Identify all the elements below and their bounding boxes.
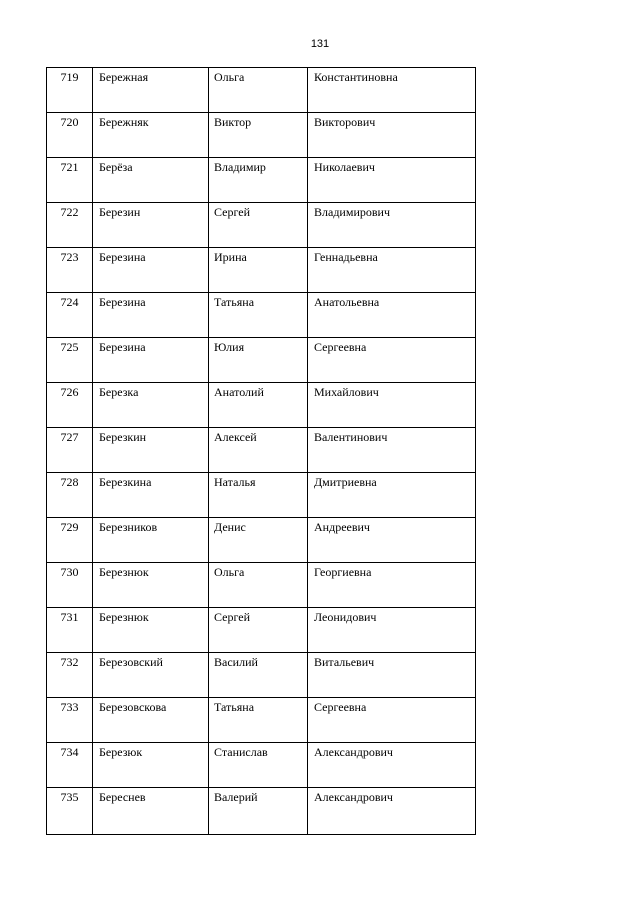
patronymic: Михайлович: [314, 385, 379, 399]
row-number: 722: [60, 205, 79, 219]
row-number: 725: [60, 340, 79, 354]
last-name-cell: [93, 428, 209, 473]
table-row: [47, 248, 476, 293]
table-row: [47, 563, 476, 608]
patronymic: Георгиевна: [314, 565, 372, 579]
last-name: Береснев: [99, 790, 146, 804]
row-number: 731: [60, 610, 79, 624]
patronymic: Сергеевна: [314, 340, 367, 354]
patronymic-cell: [308, 518, 476, 563]
first-name: Ольга: [214, 70, 245, 84]
first-name-cell: [209, 743, 308, 788]
last-name: Березкина: [99, 475, 152, 489]
first-name: Виктор: [214, 115, 252, 129]
patronymic: Валентинович: [314, 430, 388, 444]
page-number: 131: [310, 38, 330, 50]
table-row: [47, 383, 476, 428]
row-number: 728: [60, 475, 79, 489]
names-table-body: [47, 68, 476, 835]
patronymic: Витальевич: [314, 655, 375, 669]
last-name-cell: [93, 158, 209, 203]
first-name: Татьяна: [214, 295, 255, 309]
last-name: Бережная: [99, 70, 149, 84]
row-number-cell: [47, 68, 93, 113]
last-name: Березнюк: [99, 565, 149, 579]
last-name: Березка: [99, 385, 139, 399]
last-name: Березников: [99, 520, 158, 534]
last-name: Бережняк: [99, 115, 149, 129]
patronymic-cell: [308, 338, 476, 383]
last-name: Березовскова: [99, 700, 167, 714]
first-name-cell: [209, 608, 308, 653]
first-name-cell: [209, 653, 308, 698]
patronymic-cell: [308, 698, 476, 743]
first-name: Василий: [214, 655, 258, 669]
row-number: 729: [60, 520, 79, 534]
table-row: [47, 113, 476, 158]
row-number: 732: [60, 655, 79, 669]
table-row: [47, 788, 476, 835]
first-name-cell: [209, 68, 308, 113]
table-row: [47, 698, 476, 743]
first-name: Сергей: [214, 205, 250, 219]
last-name-cell: [93, 653, 209, 698]
first-name: Валерий: [214, 790, 258, 804]
table-row: [47, 338, 476, 383]
table-row: [47, 203, 476, 248]
row-number-cell: [47, 383, 93, 428]
patronymic-cell: [308, 68, 476, 113]
first-name-cell: [209, 563, 308, 608]
patronymic: Андреевич: [314, 520, 370, 534]
patronymic-cell: [308, 203, 476, 248]
last-name: Березюк: [99, 745, 143, 759]
patronymic: Геннадьевна: [314, 250, 378, 264]
first-name-cell: [209, 383, 308, 428]
patronymic: Константиновна: [314, 70, 398, 84]
patronymic-cell: [308, 383, 476, 428]
patronymic: Дмитриевна: [314, 475, 377, 489]
row-number-cell: [47, 563, 93, 608]
row-number: 723: [60, 250, 79, 264]
table-row: [47, 608, 476, 653]
patronymic-cell: [308, 788, 476, 835]
table-row: [47, 158, 476, 203]
patronymic-cell: [308, 743, 476, 788]
row-number-cell: [47, 473, 93, 518]
first-name-cell: [209, 788, 308, 835]
first-name: Татьяна: [214, 700, 255, 714]
first-name: Сергей: [214, 610, 250, 624]
row-number: 721: [60, 160, 79, 174]
first-name: Владимир: [214, 160, 266, 174]
last-name: Березин: [99, 205, 141, 219]
last-name: Березнюк: [99, 610, 149, 624]
first-name: Ирина: [214, 250, 247, 264]
first-name-cell: [209, 338, 308, 383]
first-name: Юлия: [214, 340, 245, 354]
row-number: 724: [60, 295, 79, 309]
row-number-cell: [47, 653, 93, 698]
last-name-cell: [93, 698, 209, 743]
row-number-cell: [47, 293, 93, 338]
table-row: [47, 473, 476, 518]
patronymic-cell: [308, 428, 476, 473]
patronymic: Александрович: [314, 745, 393, 759]
first-name: Анатолий: [214, 385, 264, 399]
row-number: 733: [60, 700, 79, 714]
row-number-cell: [47, 698, 93, 743]
last-name-cell: [93, 608, 209, 653]
row-number-cell: [47, 158, 93, 203]
first-name: Алексей: [214, 430, 257, 444]
last-name-cell: [93, 743, 209, 788]
first-name-cell: [209, 698, 308, 743]
last-name-cell: [93, 473, 209, 518]
last-name-cell: [93, 518, 209, 563]
last-name-cell: [93, 68, 209, 113]
first-name-cell: [209, 428, 308, 473]
first-name-cell: [209, 113, 308, 158]
patronymic: Анатольевна: [314, 295, 380, 309]
last-name: Берёза: [99, 160, 133, 174]
row-number: 730: [60, 565, 79, 579]
table-row: [47, 518, 476, 563]
row-number-cell: [47, 608, 93, 653]
patronymic-cell: [308, 563, 476, 608]
last-name-cell: [93, 788, 209, 835]
first-name-cell: [209, 248, 308, 293]
table-row: [47, 68, 476, 113]
patronymic-cell: [308, 653, 476, 698]
row-number-cell: [47, 743, 93, 788]
first-name-cell: [209, 518, 308, 563]
first-name: Наталья: [214, 475, 256, 489]
last-name: Березина: [99, 250, 146, 264]
last-name-cell: [93, 563, 209, 608]
patronymic-cell: [308, 158, 476, 203]
last-name: Березовский: [99, 655, 163, 669]
last-name: Березина: [99, 340, 146, 354]
patronymic: Викторович: [314, 115, 376, 129]
patronymic: Сергеевна: [314, 700, 367, 714]
row-number: 719: [60, 70, 79, 84]
first-name-cell: [209, 203, 308, 248]
last-name: Березкин: [99, 430, 147, 444]
last-name-cell: [93, 113, 209, 158]
patronymic-cell: [308, 248, 476, 293]
patronymic-cell: [308, 608, 476, 653]
patronymic: Александрович: [314, 790, 393, 804]
row-number-cell: [47, 203, 93, 248]
first-name-cell: [209, 158, 308, 203]
last-name-cell: [93, 338, 209, 383]
patronymic: Николаевич: [314, 160, 375, 174]
patronymic-cell: [308, 113, 476, 158]
table-row: [47, 653, 476, 698]
row-number: 727: [60, 430, 79, 444]
first-name-cell: [209, 473, 308, 518]
row-number-cell: [47, 428, 93, 473]
last-name-cell: [93, 293, 209, 338]
row-number: 720: [60, 115, 79, 129]
patronymic: Леонидович: [314, 610, 377, 624]
first-name: Ольга: [214, 565, 245, 579]
row-number: 734: [60, 745, 79, 759]
table-row: [47, 293, 476, 338]
table-row: [47, 743, 476, 788]
first-name-cell: [209, 293, 308, 338]
patronymic-cell: [308, 473, 476, 518]
first-name: Денис: [214, 520, 246, 534]
first-name: Станислав: [214, 745, 268, 759]
row-number-cell: [47, 788, 93, 835]
row-number: 735: [60, 790, 79, 804]
last-name-cell: [93, 248, 209, 293]
row-number: 726: [60, 385, 79, 399]
row-number-cell: [47, 113, 93, 158]
row-number-cell: [47, 248, 93, 293]
row-number-cell: [47, 518, 93, 563]
patronymic-cell: [308, 293, 476, 338]
names-table: [46, 67, 476, 835]
row-number-cell: [47, 338, 93, 383]
last-name: Березина: [99, 295, 146, 309]
last-name-cell: [93, 203, 209, 248]
patronymic: Владимирович: [314, 205, 390, 219]
last-name-cell: [93, 383, 209, 428]
table-row: [47, 428, 476, 473]
